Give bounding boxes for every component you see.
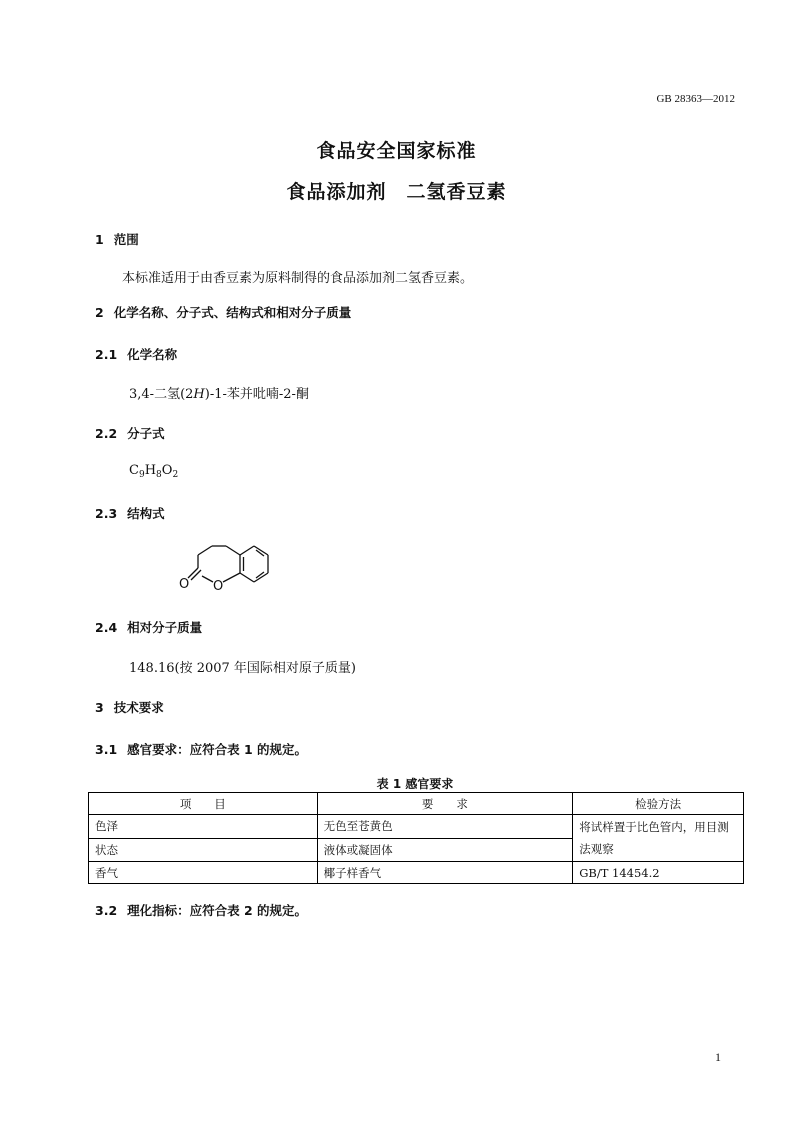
section-1-text: 本标准适用于由香豆素为原料制得的食品添加剂二氢香豆素。	[122, 271, 474, 286]
atom-label-ring-oxygen: O	[213, 579, 224, 594]
table-cell-method: GB/T 14454.2	[573, 862, 744, 884]
section-number: 3.1	[95, 742, 118, 757]
table-header-row	[89, 793, 744, 815]
table-cell-method-merged: 将试样置于比色管内，用目测法观察	[573, 815, 744, 862]
section-3-2-heading	[95, 901, 307, 919]
chemical-name-part: 3,4-二氢(2	[129, 387, 194, 402]
structural-formula	[176, 538, 276, 596]
molecule-bonds	[188, 546, 268, 582]
formula-element: H	[144, 463, 157, 478]
table-cell-item: 色泽	[89, 815, 318, 839]
document-subtitle: 食品添加剂 二氢香豆素	[286, 181, 507, 203]
table-row	[89, 815, 744, 839]
table-cell-item: 状态	[89, 838, 318, 862]
section-title: 感官要求：应符合表 1 的规定。	[127, 742, 308, 757]
formula-subscript: 2	[172, 470, 179, 480]
table-header-method: 检验方法	[573, 793, 744, 815]
section-1-heading	[95, 230, 139, 248]
section-title: 相对分子质量	[127, 620, 203, 635]
molecular-mass: 148.16(按 2007 年国际相对原子质量)	[129, 661, 356, 676]
section-number: 2	[95, 305, 104, 320]
section-2-heading	[95, 303, 351, 321]
table-row	[89, 862, 744, 884]
sensory-requirements-table	[88, 792, 744, 884]
table-header-requirement: 要 求	[317, 793, 573, 815]
section-2-4-heading	[95, 618, 202, 636]
table-1-caption: 表 1 感官要求	[376, 777, 454, 791]
table-cell-item: 香气	[89, 862, 318, 884]
section-3-heading	[95, 698, 164, 716]
molecular-formula	[129, 463, 178, 480]
formula-element: C	[129, 463, 139, 478]
table-cell-requirement: 椰子样香气	[317, 862, 573, 884]
section-number: 2.3	[95, 506, 118, 521]
section-title: 范围	[113, 232, 139, 247]
table-cell-requirement: 液体或凝固体	[317, 838, 573, 862]
section-title: 化学名称	[127, 347, 178, 362]
formula-element: O	[161, 463, 173, 478]
section-title: 分子式	[127, 426, 165, 441]
page-number: 1	[715, 1050, 721, 1064]
section-2-3-heading	[95, 504, 165, 522]
section-number: 3.2	[95, 903, 118, 918]
section-number: 2.2	[95, 426, 118, 441]
section-title: 理化指标：应符合表 2 的规定。	[127, 903, 308, 918]
section-number: 1	[95, 232, 104, 247]
section-title: 技术要求	[113, 700, 164, 715]
section-title: 化学名称、分子式、结构式和相对分子质量	[113, 305, 352, 320]
section-3-1-heading	[95, 740, 307, 758]
section-2-1-heading	[95, 345, 177, 363]
standard-code: GB 28363—2012	[656, 93, 735, 105]
atom-label-carbonyl-oxygen: O	[179, 577, 190, 592]
section-2-2-heading	[95, 424, 165, 442]
table-header-item: 项 目	[89, 793, 318, 815]
table-cell-requirement: 无色至苍黄色	[317, 815, 573, 839]
chemical-name	[129, 383, 309, 402]
chemical-name-part: )-1-苯并吡喃-2-酮	[204, 387, 309, 402]
section-number: 2.4	[95, 620, 118, 635]
chemical-name-italic: H	[193, 387, 205, 402]
document-title: 食品安全国家标准	[316, 140, 477, 162]
section-number: 2.1	[95, 347, 118, 362]
section-number: 3	[95, 700, 104, 715]
section-title: 结构式	[127, 506, 165, 521]
formula-subscript: 8	[156, 470, 162, 480]
formula-subscript: 9	[138, 470, 145, 480]
